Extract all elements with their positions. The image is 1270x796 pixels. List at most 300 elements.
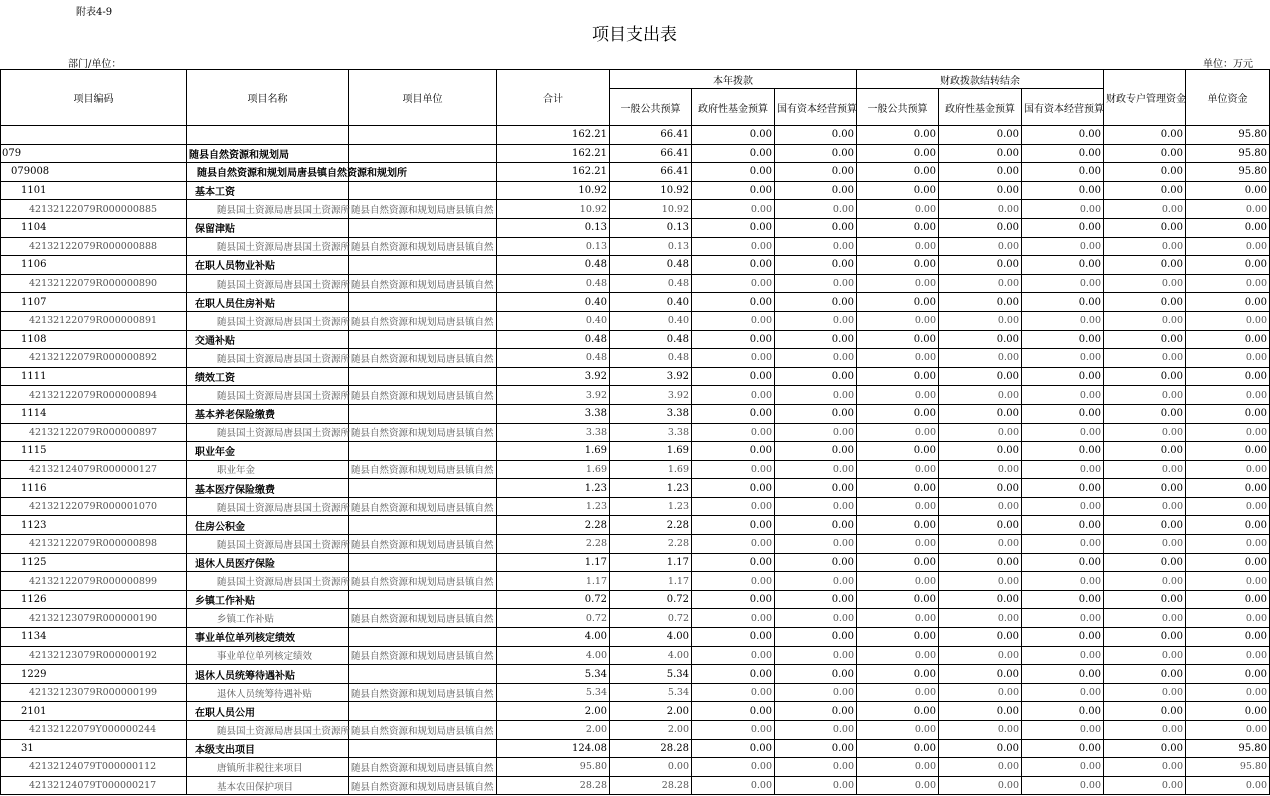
cell-unit[interactable]: 随县自然资源和规划局唐县镇自然 bbox=[349, 535, 497, 554]
cell-carry-state-capital[interactable]: 0.00 bbox=[1022, 218, 1104, 237]
cell-code[interactable]: 42132123079R000000192 bbox=[1, 646, 187, 665]
cell-total[interactable]: 2.00 bbox=[497, 721, 610, 740]
cell-gov-fund[interactable]: 0.00 bbox=[692, 479, 775, 498]
cell-general[interactable]: 0.48 bbox=[610, 274, 692, 293]
cell-general[interactable]: 1.23 bbox=[610, 497, 692, 516]
cell-carry-state-capital[interactable]: 0.00 bbox=[1022, 423, 1104, 442]
cell-unit[interactable]: 随县自然资源和规划局唐县镇自然 bbox=[349, 460, 497, 479]
cell-total[interactable]: 0.48 bbox=[497, 256, 610, 275]
cell-unit[interactable]: 随县自然资源和规划局唐县镇自然 bbox=[349, 572, 497, 591]
cell-carry-gov-fund[interactable]: 0.00 bbox=[939, 665, 1022, 684]
cell-code[interactable]: 42132122079R000000888 bbox=[1, 237, 187, 256]
cell-state-capital[interactable]: 0.00 bbox=[775, 293, 857, 312]
cell-unit-funds[interactable]: 0.00 bbox=[1186, 423, 1270, 442]
cell-gov-fund[interactable]: 0.00 bbox=[692, 126, 775, 145]
cell-carry-general[interactable]: 0.00 bbox=[857, 758, 939, 777]
cell-unit[interactable]: 随县自然资源和规划局唐县镇自然 bbox=[349, 609, 497, 628]
cell-general[interactable]: 1.23 bbox=[610, 479, 692, 498]
cell-state-capital[interactable]: 0.00 bbox=[775, 479, 857, 498]
cell-general[interactable]: 3.92 bbox=[610, 386, 692, 405]
cell-name[interactable]: 随县国土资源局唐县国土资源所 bbox=[187, 349, 349, 368]
cell-total[interactable]: 3.38 bbox=[497, 404, 610, 423]
cell-gov-fund[interactable]: 0.00 bbox=[692, 274, 775, 293]
cell-carry-gov-fund[interactable]: 0.00 bbox=[939, 293, 1022, 312]
cell-code[interactable]: 42132122079Y000000244 bbox=[1, 721, 187, 740]
cell-carry-general[interactable]: 0.00 bbox=[857, 739, 939, 758]
cell-code[interactable]: 42132122079R000001070 bbox=[1, 497, 187, 516]
cell-name[interactable]: 住房公积金 bbox=[187, 516, 349, 535]
cell-carry-gov-fund[interactable]: 0.00 bbox=[939, 479, 1022, 498]
cell-code[interactable]: 1114 bbox=[1, 404, 187, 423]
cell-carry-state-capital[interactable]: 0.00 bbox=[1022, 293, 1104, 312]
cell-name[interactable]: 基本农田保护项目 bbox=[187, 776, 349, 795]
cell-carry-general[interactable]: 0.00 bbox=[857, 553, 939, 572]
cell-code[interactable]: 1115 bbox=[1, 442, 187, 461]
cell-gov-fund[interactable]: 0.00 bbox=[692, 311, 775, 330]
cell-name[interactable]: 在职人员住房补贴 bbox=[187, 293, 349, 312]
cell-state-capital[interactable]: 0.00 bbox=[775, 386, 857, 405]
cell-name[interactable]: 绩效工资 bbox=[187, 367, 349, 386]
cell-unit[interactable]: 随县自然资源和规划局唐县镇自然 bbox=[349, 200, 497, 219]
cell-carry-gov-fund[interactable]: 0.00 bbox=[939, 256, 1022, 275]
cell-code[interactable]: 42132122079R000000885 bbox=[1, 200, 187, 219]
cell-carry-general[interactable]: 0.00 bbox=[857, 126, 939, 145]
cell-carry-general[interactable]: 0.00 bbox=[857, 293, 939, 312]
cell-carry-gov-fund[interactable]: 0.00 bbox=[939, 126, 1022, 145]
cell-gov-fund[interactable]: 0.00 bbox=[692, 535, 775, 554]
cell-carry-state-capital[interactable]: 0.00 bbox=[1022, 665, 1104, 684]
cell-general[interactable]: 10.92 bbox=[610, 181, 692, 200]
cell-carry-state-capital[interactable]: 0.00 bbox=[1022, 126, 1104, 145]
cell-general[interactable]: 2.00 bbox=[610, 702, 692, 721]
cell-general[interactable]: 4.00 bbox=[610, 628, 692, 647]
cell-special-account[interactable]: 0.00 bbox=[1104, 628, 1186, 647]
cell-name[interactable]: 职业年金 bbox=[187, 460, 349, 479]
cell-general[interactable]: 0.48 bbox=[610, 330, 692, 349]
cell-total[interactable]: 1.23 bbox=[497, 497, 610, 516]
cell-code[interactable]: 2101 bbox=[1, 702, 187, 721]
cell-carry-gov-fund[interactable]: 0.00 bbox=[939, 423, 1022, 442]
cell-carry-general[interactable]: 0.00 bbox=[857, 721, 939, 740]
cell-name[interactable]: 本级支出项目 bbox=[187, 739, 349, 758]
cell-name[interactable]: 随县国土资源局唐县国土资源所 bbox=[187, 721, 349, 740]
cell-special-account[interactable]: 0.00 bbox=[1104, 739, 1186, 758]
cell-code[interactable]: 42132124079R000000127 bbox=[1, 460, 187, 479]
cell-total[interactable]: 0.48 bbox=[497, 274, 610, 293]
cell-unit[interactable] bbox=[349, 590, 497, 609]
cell-code[interactable]: 42132122079R000000898 bbox=[1, 535, 187, 554]
cell-unit-funds[interactable]: 0.00 bbox=[1186, 181, 1270, 200]
cell-special-account[interactable]: 0.00 bbox=[1104, 683, 1186, 702]
cell-name[interactable]: 随县国土资源局唐县国土资源所 bbox=[187, 200, 349, 219]
cell-general[interactable]: 0.13 bbox=[610, 218, 692, 237]
cell-special-account[interactable]: 0.00 bbox=[1104, 702, 1186, 721]
cell-total[interactable]: 124.08 bbox=[497, 739, 610, 758]
cell-total[interactable]: 5.34 bbox=[497, 665, 610, 684]
cell-name[interactable]: 交通补贴 bbox=[187, 330, 349, 349]
cell-name[interactable]: 唐镇所非税往来项目 bbox=[187, 758, 349, 777]
cell-unit[interactable] bbox=[349, 293, 497, 312]
cell-unit[interactable] bbox=[349, 516, 497, 535]
cell-state-capital[interactable]: 0.00 bbox=[775, 535, 857, 554]
cell-carry-gov-fund[interactable]: 0.00 bbox=[939, 702, 1022, 721]
cell-general[interactable]: 3.38 bbox=[610, 423, 692, 442]
cell-carry-state-capital[interactable]: 0.00 bbox=[1022, 460, 1104, 479]
cell-special-account[interactable]: 0.00 bbox=[1104, 349, 1186, 368]
cell-unit-funds[interactable]: 95.80 bbox=[1186, 144, 1270, 163]
cell-state-capital[interactable]: 0.00 bbox=[775, 200, 857, 219]
cell-code[interactable]: 1108 bbox=[1, 330, 187, 349]
cell-special-account[interactable]: 0.00 bbox=[1104, 256, 1186, 275]
cell-name[interactable]: 随县自然资源和规划局 bbox=[187, 144, 349, 163]
cell-special-account[interactable]: 0.00 bbox=[1104, 497, 1186, 516]
cell-gov-fund[interactable]: 0.00 bbox=[692, 665, 775, 684]
cell-code[interactable]: 1106 bbox=[1, 256, 187, 275]
cell-unit[interactable]: 随县自然资源和规划局唐县镇自然 bbox=[349, 497, 497, 516]
cell-carry-state-capital[interactable]: 0.00 bbox=[1022, 683, 1104, 702]
cell-carry-general[interactable]: 0.00 bbox=[857, 163, 939, 182]
cell-carry-general[interactable]: 0.00 bbox=[857, 237, 939, 256]
cell-carry-gov-fund[interactable]: 0.00 bbox=[939, 274, 1022, 293]
cell-general[interactable]: 5.34 bbox=[610, 665, 692, 684]
cell-unit-funds[interactable]: 0.00 bbox=[1186, 665, 1270, 684]
cell-total[interactable]: 162.21 bbox=[497, 126, 610, 145]
cell-total[interactable]: 0.72 bbox=[497, 609, 610, 628]
cell-unit-funds[interactable]: 0.00 bbox=[1186, 572, 1270, 591]
cell-carry-state-capital[interactable]: 0.00 bbox=[1022, 628, 1104, 647]
cell-state-capital[interactable]: 0.00 bbox=[775, 758, 857, 777]
cell-total[interactable]: 28.28 bbox=[497, 776, 610, 795]
cell-state-capital[interactable]: 0.00 bbox=[775, 702, 857, 721]
cell-code[interactable]: 42132122079R000000897 bbox=[1, 423, 187, 442]
cell-total[interactable]: 1.69 bbox=[497, 460, 610, 479]
cell-special-account[interactable]: 0.00 bbox=[1104, 404, 1186, 423]
cell-carry-general[interactable]: 0.00 bbox=[857, 665, 939, 684]
cell-total[interactable]: 162.21 bbox=[497, 144, 610, 163]
cell-carry-gov-fund[interactable]: 0.00 bbox=[939, 442, 1022, 461]
cell-unit[interactable] bbox=[349, 126, 497, 145]
cell-state-capital[interactable]: 0.00 bbox=[775, 274, 857, 293]
cell-carry-general[interactable]: 0.00 bbox=[857, 516, 939, 535]
cell-code[interactable]: 1104 bbox=[1, 218, 187, 237]
cell-unit[interactable]: 随县自然资源和规划局唐县镇自然 bbox=[349, 721, 497, 740]
cell-name[interactable]: 随县国土资源局唐县国土资源所 bbox=[187, 572, 349, 591]
cell-name[interactable]: 基本工资 bbox=[187, 181, 349, 200]
cell-carry-general[interactable]: 0.00 bbox=[857, 442, 939, 461]
cell-code[interactable]: 42132122079R000000892 bbox=[1, 349, 187, 368]
cell-unit[interactable] bbox=[349, 256, 497, 275]
cell-total[interactable]: 4.00 bbox=[497, 646, 610, 665]
cell-gov-fund[interactable]: 0.00 bbox=[692, 702, 775, 721]
cell-gov-fund[interactable]: 0.00 bbox=[692, 758, 775, 777]
cell-carry-gov-fund[interactable]: 0.00 bbox=[939, 553, 1022, 572]
cell-total[interactable]: 3.38 bbox=[497, 423, 610, 442]
cell-total[interactable]: 0.72 bbox=[497, 590, 610, 609]
cell-carry-state-capital[interactable]: 0.00 bbox=[1022, 739, 1104, 758]
cell-carry-state-capital[interactable]: 0.00 bbox=[1022, 497, 1104, 516]
cell-carry-gov-fund[interactable]: 0.00 bbox=[939, 311, 1022, 330]
cell-unit[interactable]: 随县自然资源和规划局唐县镇自然 bbox=[349, 349, 497, 368]
cell-code[interactable]: 1116 bbox=[1, 479, 187, 498]
cell-gov-fund[interactable]: 0.00 bbox=[692, 646, 775, 665]
cell-carry-general[interactable]: 0.00 bbox=[857, 330, 939, 349]
cell-gov-fund[interactable]: 0.00 bbox=[692, 628, 775, 647]
cell-code[interactable]: 42132122079R000000899 bbox=[1, 572, 187, 591]
cell-gov-fund[interactable]: 0.00 bbox=[692, 367, 775, 386]
cell-special-account[interactable]: 0.00 bbox=[1104, 144, 1186, 163]
cell-state-capital[interactable]: 0.00 bbox=[775, 144, 857, 163]
cell-code[interactable]: 31 bbox=[1, 739, 187, 758]
cell-name[interactable]: 随县国土资源局唐县国土资源所 bbox=[187, 423, 349, 442]
cell-carry-general[interactable]: 0.00 bbox=[857, 311, 939, 330]
cell-general[interactable]: 0.48 bbox=[610, 256, 692, 275]
cell-special-account[interactable]: 0.00 bbox=[1104, 479, 1186, 498]
cell-unit-funds[interactable]: 0.00 bbox=[1186, 609, 1270, 628]
cell-carry-general[interactable]: 0.00 bbox=[857, 181, 939, 200]
cell-special-account[interactable]: 0.00 bbox=[1104, 609, 1186, 628]
cell-carry-state-capital[interactable]: 0.00 bbox=[1022, 144, 1104, 163]
cell-state-capital[interactable]: 0.00 bbox=[775, 237, 857, 256]
cell-name[interactable]: 事业单位单列核定绩效 bbox=[187, 646, 349, 665]
cell-name[interactable]: 乡镇工作补贴 bbox=[187, 590, 349, 609]
cell-gov-fund[interactable]: 0.00 bbox=[692, 683, 775, 702]
cell-carry-state-capital[interactable]: 0.00 bbox=[1022, 274, 1104, 293]
cell-carry-state-capital[interactable]: 0.00 bbox=[1022, 181, 1104, 200]
cell-carry-gov-fund[interactable]: 0.00 bbox=[939, 739, 1022, 758]
cell-carry-state-capital[interactable]: 0.00 bbox=[1022, 442, 1104, 461]
cell-gov-fund[interactable]: 0.00 bbox=[692, 609, 775, 628]
cell-unit-funds[interactable]: 95.80 bbox=[1186, 126, 1270, 145]
cell-total[interactable]: 0.40 bbox=[497, 293, 610, 312]
cell-state-capital[interactable]: 0.00 bbox=[775, 442, 857, 461]
cell-state-capital[interactable]: 0.00 bbox=[775, 349, 857, 368]
cell-unit-funds[interactable]: 0.00 bbox=[1186, 237, 1270, 256]
cell-unit-funds[interactable]: 0.00 bbox=[1186, 516, 1270, 535]
cell-general[interactable]: 0.72 bbox=[610, 590, 692, 609]
cell-carry-gov-fund[interactable]: 0.00 bbox=[939, 144, 1022, 163]
cell-total[interactable]: 0.48 bbox=[497, 330, 610, 349]
cell-code[interactable]: 42132123079R000000199 bbox=[1, 683, 187, 702]
cell-code[interactable]: 1123 bbox=[1, 516, 187, 535]
cell-gov-fund[interactable]: 0.00 bbox=[692, 293, 775, 312]
cell-carry-gov-fund[interactable]: 0.00 bbox=[939, 460, 1022, 479]
cell-code[interactable]: 079 bbox=[1, 144, 187, 163]
cell-state-capital[interactable]: 0.00 bbox=[775, 126, 857, 145]
cell-carry-gov-fund[interactable]: 0.00 bbox=[939, 683, 1022, 702]
cell-carry-gov-fund[interactable]: 0.00 bbox=[939, 721, 1022, 740]
cell-carry-gov-fund[interactable]: 0.00 bbox=[939, 404, 1022, 423]
cell-total[interactable]: 0.13 bbox=[497, 218, 610, 237]
cell-special-account[interactable]: 0.00 bbox=[1104, 442, 1186, 461]
cell-unit[interactable] bbox=[349, 553, 497, 572]
cell-carry-state-capital[interactable]: 0.00 bbox=[1022, 479, 1104, 498]
cell-carry-state-capital[interactable]: 0.00 bbox=[1022, 572, 1104, 591]
cell-general[interactable]: 28.28 bbox=[610, 739, 692, 758]
cell-general[interactable]: 28.28 bbox=[610, 776, 692, 795]
cell-unit-funds[interactable]: 95.80 bbox=[1186, 163, 1270, 182]
cell-name[interactable]: 随县国土资源局唐县国土资源所 bbox=[187, 237, 349, 256]
cell-carry-state-capital[interactable]: 0.00 bbox=[1022, 367, 1104, 386]
cell-state-capital[interactable]: 0.00 bbox=[775, 423, 857, 442]
cell-unit-funds[interactable]: 0.00 bbox=[1186, 330, 1270, 349]
cell-total[interactable]: 0.13 bbox=[497, 237, 610, 256]
cell-carry-general[interactable]: 0.00 bbox=[857, 683, 939, 702]
cell-unit[interactable] bbox=[349, 628, 497, 647]
cell-carry-state-capital[interactable]: 0.00 bbox=[1022, 237, 1104, 256]
cell-carry-general[interactable]: 0.00 bbox=[857, 646, 939, 665]
cell-carry-state-capital[interactable]: 0.00 bbox=[1022, 404, 1104, 423]
cell-gov-fund[interactable]: 0.00 bbox=[692, 460, 775, 479]
cell-carry-general[interactable]: 0.00 bbox=[857, 535, 939, 554]
cell-unit[interactable] bbox=[349, 739, 497, 758]
cell-gov-fund[interactable]: 0.00 bbox=[692, 497, 775, 516]
cell-special-account[interactable]: 0.00 bbox=[1104, 776, 1186, 795]
cell-unit[interactable] bbox=[349, 479, 497, 498]
cell-unit-funds[interactable]: 0.00 bbox=[1186, 683, 1270, 702]
cell-carry-general[interactable]: 0.00 bbox=[857, 776, 939, 795]
cell-special-account[interactable]: 0.00 bbox=[1104, 516, 1186, 535]
cell-unit-funds[interactable]: 0.00 bbox=[1186, 256, 1270, 275]
cell-general[interactable]: 0.48 bbox=[610, 349, 692, 368]
cell-unit[interactable] bbox=[349, 665, 497, 684]
cell-state-capital[interactable]: 0.00 bbox=[775, 739, 857, 758]
cell-general[interactable]: 0.40 bbox=[610, 293, 692, 312]
cell-state-capital[interactable]: 0.00 bbox=[775, 367, 857, 386]
cell-carry-state-capital[interactable]: 0.00 bbox=[1022, 330, 1104, 349]
cell-unit[interactable] bbox=[349, 181, 497, 200]
cell-carry-gov-fund[interactable]: 0.00 bbox=[939, 535, 1022, 554]
cell-gov-fund[interactable]: 0.00 bbox=[692, 572, 775, 591]
cell-state-capital[interactable]: 0.00 bbox=[775, 330, 857, 349]
cell-gov-fund[interactable]: 0.00 bbox=[692, 163, 775, 182]
cell-special-account[interactable]: 0.00 bbox=[1104, 590, 1186, 609]
cell-carry-general[interactable]: 0.00 bbox=[857, 479, 939, 498]
cell-carry-gov-fund[interactable]: 0.00 bbox=[939, 497, 1022, 516]
cell-code[interactable]: 1229 bbox=[1, 665, 187, 684]
cell-carry-general[interactable]: 0.00 bbox=[857, 609, 939, 628]
cell-general[interactable]: 5.34 bbox=[610, 683, 692, 702]
cell-unit-funds[interactable]: 0.00 bbox=[1186, 293, 1270, 312]
cell-carry-state-capital[interactable]: 0.00 bbox=[1022, 349, 1104, 368]
cell-carry-gov-fund[interactable]: 0.00 bbox=[939, 758, 1022, 777]
cell-name[interactable]: 基本医疗保险缴费 bbox=[187, 479, 349, 498]
cell-name[interactable]: 在职人员物业补贴 bbox=[187, 256, 349, 275]
cell-state-capital[interactable]: 0.00 bbox=[775, 516, 857, 535]
cell-unit[interactable] bbox=[349, 442, 497, 461]
cell-total[interactable]: 3.92 bbox=[497, 367, 610, 386]
cell-carry-state-capital[interactable]: 0.00 bbox=[1022, 702, 1104, 721]
cell-code[interactable]: 42132122079R000000890 bbox=[1, 274, 187, 293]
cell-unit[interactable] bbox=[349, 144, 497, 163]
cell-name[interactable]: 乡镇工作补贴 bbox=[187, 609, 349, 628]
cell-general[interactable]: 1.17 bbox=[610, 553, 692, 572]
cell-carry-state-capital[interactable]: 0.00 bbox=[1022, 758, 1104, 777]
cell-general[interactable]: 66.41 bbox=[610, 126, 692, 145]
cell-gov-fund[interactable]: 0.00 bbox=[692, 349, 775, 368]
cell-unit-funds[interactable]: 95.80 bbox=[1186, 758, 1270, 777]
cell-gov-fund[interactable]: 0.00 bbox=[692, 516, 775, 535]
cell-total[interactable]: 2.28 bbox=[497, 516, 610, 535]
cell-carry-gov-fund[interactable]: 0.00 bbox=[939, 609, 1022, 628]
cell-name[interactable]: 随县国土资源局唐县国土资源所 bbox=[187, 535, 349, 554]
cell-gov-fund[interactable]: 0.00 bbox=[692, 218, 775, 237]
cell-general[interactable]: 0.40 bbox=[610, 311, 692, 330]
cell-carry-gov-fund[interactable]: 0.00 bbox=[939, 181, 1022, 200]
cell-carry-general[interactable]: 0.00 bbox=[857, 144, 939, 163]
cell-carry-general[interactable]: 0.00 bbox=[857, 349, 939, 368]
cell-unit-funds[interactable]: 0.00 bbox=[1186, 590, 1270, 609]
cell-special-account[interactable]: 0.00 bbox=[1104, 200, 1186, 219]
cell-carry-gov-fund[interactable]: 0.00 bbox=[939, 628, 1022, 647]
cell-code[interactable]: 1134 bbox=[1, 628, 187, 647]
cell-total[interactable]: 2.28 bbox=[497, 535, 610, 554]
cell-carry-general[interactable]: 0.00 bbox=[857, 423, 939, 442]
cell-special-account[interactable]: 0.00 bbox=[1104, 330, 1186, 349]
cell-unit[interactable] bbox=[349, 330, 497, 349]
cell-total[interactable]: 10.92 bbox=[497, 181, 610, 200]
cell-code[interactable]: 42132123079R000000190 bbox=[1, 609, 187, 628]
cell-general[interactable]: 3.92 bbox=[610, 367, 692, 386]
cell-unit-funds[interactable]: 0.00 bbox=[1186, 367, 1270, 386]
cell-general[interactable]: 66.41 bbox=[610, 144, 692, 163]
cell-carry-general[interactable]: 0.00 bbox=[857, 497, 939, 516]
cell-name[interactable]: 退休人员医疗保险 bbox=[187, 553, 349, 572]
cell-special-account[interactable]: 0.00 bbox=[1104, 386, 1186, 405]
cell-carry-general[interactable]: 0.00 bbox=[857, 460, 939, 479]
cell-carry-general[interactable]: 0.00 bbox=[857, 702, 939, 721]
cell-unit[interactable]: 随县自然资源和规划局唐县镇自然 bbox=[349, 423, 497, 442]
cell-special-account[interactable]: 0.00 bbox=[1104, 758, 1186, 777]
cell-name[interactable]: 退休人员统筹待遇补贴 bbox=[187, 665, 349, 684]
cell-unit-funds[interactable]: 0.00 bbox=[1186, 386, 1270, 405]
cell-unit-funds[interactable]: 0.00 bbox=[1186, 776, 1270, 795]
cell-state-capital[interactable]: 0.00 bbox=[775, 683, 857, 702]
cell-special-account[interactable]: 0.00 bbox=[1104, 721, 1186, 740]
cell-total[interactable]: 4.00 bbox=[497, 628, 610, 647]
cell-unit-funds[interactable]: 0.00 bbox=[1186, 274, 1270, 293]
cell-carry-general[interactable]: 0.00 bbox=[857, 200, 939, 219]
cell-carry-state-capital[interactable]: 0.00 bbox=[1022, 609, 1104, 628]
cell-carry-general[interactable]: 0.00 bbox=[857, 274, 939, 293]
cell-unit-funds[interactable]: 0.00 bbox=[1186, 479, 1270, 498]
cell-state-capital[interactable]: 0.00 bbox=[775, 497, 857, 516]
cell-carry-state-capital[interactable]: 0.00 bbox=[1022, 256, 1104, 275]
cell-total[interactable]: 0.48 bbox=[497, 349, 610, 368]
cell-unit-funds[interactable]: 0.00 bbox=[1186, 721, 1270, 740]
cell-gov-fund[interactable]: 0.00 bbox=[692, 442, 775, 461]
cell-carry-general[interactable]: 0.00 bbox=[857, 404, 939, 423]
cell-state-capital[interactable]: 0.00 bbox=[775, 646, 857, 665]
cell-state-capital[interactable]: 0.00 bbox=[775, 590, 857, 609]
cell-carry-gov-fund[interactable]: 0.00 bbox=[939, 218, 1022, 237]
cell-state-capital[interactable]: 0.00 bbox=[775, 628, 857, 647]
cell-carry-state-capital[interactable]: 0.00 bbox=[1022, 200, 1104, 219]
cell-gov-fund[interactable]: 0.00 bbox=[692, 330, 775, 349]
cell-carry-state-capital[interactable]: 0.00 bbox=[1022, 386, 1104, 405]
cell-carry-gov-fund[interactable]: 0.00 bbox=[939, 200, 1022, 219]
cell-carry-gov-fund[interactable]: 0.00 bbox=[939, 590, 1022, 609]
cell-gov-fund[interactable]: 0.00 bbox=[692, 423, 775, 442]
cell-state-capital[interactable]: 0.00 bbox=[775, 553, 857, 572]
cell-special-account[interactable]: 0.00 bbox=[1104, 181, 1186, 200]
cell-carry-state-capital[interactable]: 0.00 bbox=[1022, 535, 1104, 554]
cell-name[interactable]: 退休人员统筹待遇补贴 bbox=[187, 683, 349, 702]
cell-name[interactable]: 随县自然资源和规划局唐县镇自然资源和规划所 bbox=[187, 163, 349, 182]
cell-unit-funds[interactable]: 0.00 bbox=[1186, 628, 1270, 647]
cell-special-account[interactable]: 0.00 bbox=[1104, 293, 1186, 312]
cell-carry-gov-fund[interactable]: 0.00 bbox=[939, 386, 1022, 405]
cell-general[interactable]: 1.17 bbox=[610, 572, 692, 591]
